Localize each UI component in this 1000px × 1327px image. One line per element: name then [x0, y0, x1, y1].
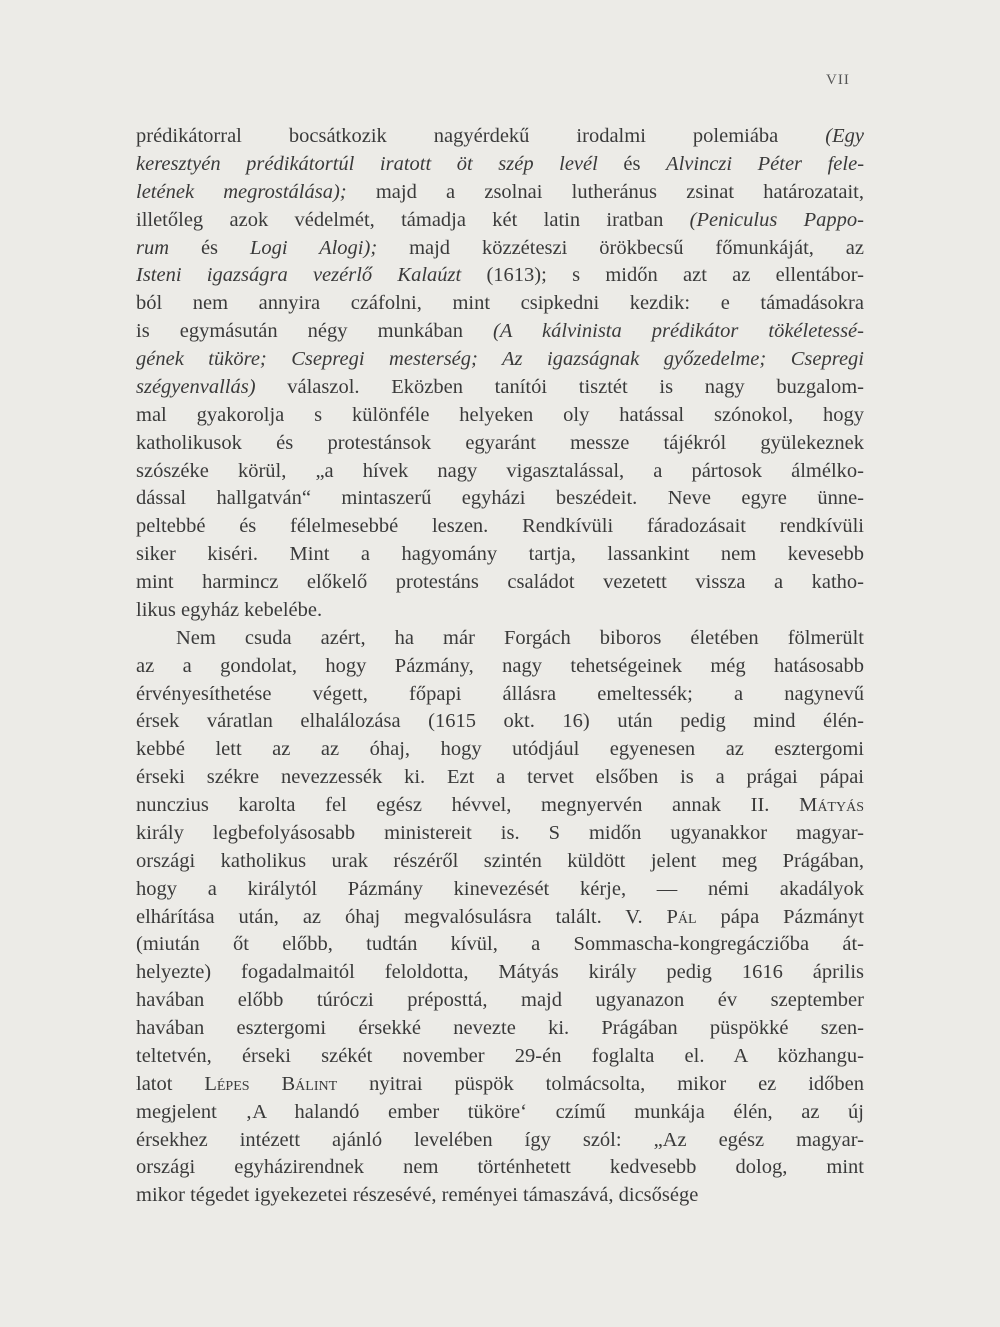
text-run: érvényesíthetése végett, főpapi állásra emeltessék; a nagynevű: [136, 682, 864, 705]
italic-text: Logi Alogi);: [249, 236, 378, 259]
text-line: [136, 820, 864, 848]
text-line: [136, 235, 864, 263]
italic-text: (A kálvinista prédikátor tökéletessé-: [493, 320, 864, 343]
text-run: illetőleg azok védelmét, támadja két latin iratban: [136, 208, 690, 231]
text-line: [136, 931, 864, 959]
text-run: latot: [136, 1072, 205, 1095]
text-line: [136, 848, 864, 876]
italic-text: keresztyén prédikátortúl iratott öt szép levél: [136, 152, 598, 175]
text-line: [136, 402, 864, 430]
text-line: [136, 374, 864, 402]
text-run: majd a zsolnai lutheránus zsinat határozatait,: [346, 180, 864, 203]
text-run: érsekhez intézett ajánló levelében így szól: „Az egész magyar-: [136, 1128, 864, 1151]
text-run: érseki székre nevezzessék ki. Ezt a tervet elsőben is a prágai pápai: [136, 766, 864, 789]
text-line: [136, 653, 864, 681]
text-line: [136, 959, 864, 987]
text-line: [136, 681, 864, 709]
small-caps-name: Lépes Bálint: [204, 1072, 338, 1095]
italic-text: (Egy: [825, 125, 864, 147]
text-line: [136, 1154, 864, 1182]
text-line: [136, 597, 864, 625]
italic-text: rum: [136, 236, 170, 259]
text-line: [136, 569, 864, 597]
text-run: teltetvén, érseki székét november 29-én foglalta el. A közhangu-: [136, 1044, 864, 1067]
text-run: szószéke körül, „a hívek nagy vigasztalással, a pártosok álmélko-: [136, 459, 864, 482]
text-line: [136, 290, 864, 318]
text-run: és: [597, 152, 667, 175]
text-line: [136, 151, 864, 179]
text-run: helyezte) fogadalmaitól feloldotta, Mátyás király pedig 1616 április: [136, 961, 864, 984]
text-run: havában esztergomi érsekké nevezte ki. Prágában püspökké szen-: [136, 1017, 864, 1039]
italic-text: szégyenvallás): [136, 375, 256, 398]
text-line: [136, 904, 864, 932]
italic-text: gének tüköre; Csepregi mesterség; Az igazságnak győzedelme; Csepregi: [136, 348, 864, 370]
text-run: mal gyakorolja s különféle helyeken oly hatással szónokol, hogy: [136, 403, 864, 426]
page-number: VII: [826, 72, 850, 88]
text-line: [136, 485, 864, 513]
text-run: az a gondolat, hogy Pázmány, nagy tehetségeinek még hatásosabb: [136, 654, 864, 677]
text-run: prédikátorral bocsátkozik nagyérdekű irodalmi polemiába: [136, 125, 826, 147]
italic-text: (Peniculus Pappo-: [689, 208, 864, 231]
text-line: [136, 262, 864, 290]
text-run: nunczius karolta fel egész hévvel, megnyervén annak II.: [136, 794, 800, 816]
text-run: (1613); s midőn azt az ellentábor-: [461, 264, 864, 287]
text-line: [136, 1127, 864, 1155]
text-line: [136, 876, 864, 904]
text-line: [136, 1099, 864, 1127]
text-run: nyitrai püspök tolmácsolta, mikor ez időben: [337, 1072, 864, 1095]
text-run: dással hallgatván“ mintaszerű egyházi beszédeit. Neve egyre ünne-: [136, 487, 864, 510]
text-run: érsek váratlan elhalálozása (1615 okt. 16) után pedig mind élén-: [136, 710, 864, 733]
text-run: országi egyházirendnek nem történhetett kedvesebb dolog, mint: [136, 1156, 864, 1179]
text-run: és: [169, 236, 250, 259]
italic-text: Alvinczi Péter fele-: [666, 152, 865, 175]
text-run: (miután őt előbb, tudtán kívül, a Sommascha-kongregácziőba át-: [136, 933, 864, 956]
text-line: [136, 179, 864, 207]
text-line: [136, 346, 864, 374]
text-line: [136, 318, 864, 346]
text-run: király legbefolyásosabb ministereit is. S midőn ugyanakkor magyar-: [136, 821, 864, 844]
text-line: [136, 123, 864, 151]
small-caps-name: Pál: [666, 905, 697, 928]
text-run: elhárítása után, az óhaj megvalósulásra talált. V.: [136, 905, 667, 928]
text-run: katholikusok és protestánsok egyaránt messze tájékról gyülekeznek: [136, 431, 864, 454]
body-text: [136, 123, 864, 1210]
text-line: [136, 987, 864, 1015]
small-caps-name: Mátyás: [799, 794, 864, 816]
text-line: [136, 541, 864, 569]
text-run: válaszol. Eközben tanítói tisztét is nagy buzgalom-: [255, 375, 864, 398]
text-line: [136, 708, 864, 736]
text-run: pápa Pázmányt: [696, 905, 864, 928]
text-run: havában előbb túróczi préposttá, majd ugyanazon év szeptember: [136, 989, 864, 1012]
text-line: [136, 1071, 864, 1099]
italic-text: Isteni igazságra vezérlő Kalaúzt: [136, 264, 462, 287]
text-line: [136, 792, 864, 820]
italic-text: letének megrostálása);: [136, 180, 347, 203]
text-line: [136, 625, 864, 653]
text-line: [136, 513, 864, 541]
text-line: [136, 764, 864, 792]
text-run: is egymásután négy munkában: [136, 320, 494, 343]
text-run: siker kiséri. Mint a hagyomány tartja, lassankint nem kevesebb: [136, 543, 864, 566]
text-run: likus egyház kebelébe.: [136, 598, 323, 621]
text-run: hogy a királytól Pázmány kinevezését kérje, — némi akadályok: [136, 877, 864, 900]
text-run: peltebbé és félelmesebbé leszen. Rendkívüli fáradozásait rendkívüli: [136, 515, 864, 538]
text-run: ból nem annyira czáfolni, mint csipkedni kezdik: e támadásokra: [136, 292, 864, 315]
text-run: Nem csuda azért, ha már Forgách biboros életében fölmerült: [176, 626, 864, 649]
text-line: [136, 207, 864, 235]
text-run: országi katholikus urak részéről szintén küldött jelent meg Prágában,: [136, 849, 864, 872]
text-run: megjelent ‚A halandó ember tüköre‘ czímű munkája élén, az új: [136, 1100, 864, 1123]
text-line: [136, 1182, 864, 1210]
text-line: [136, 736, 864, 764]
text-line: [136, 458, 864, 486]
text-line: [136, 1043, 864, 1071]
text-run: mikor tégedet igyekezetei részesévé, reményei támaszává, dicsősége: [136, 1184, 699, 1207]
text-run: majd közzéteszi örökbecsű főmunkáját, az: [377, 236, 864, 259]
text-line: [136, 1015, 864, 1043]
text-line: [136, 430, 864, 458]
text-run: mint harmincz előkelő protestáns családot vezetett vissza a katho-: [136, 571, 864, 593]
text-run: kebbé lett az az óhaj, hogy utódjául egyenesen az esztergomi: [136, 738, 864, 761]
